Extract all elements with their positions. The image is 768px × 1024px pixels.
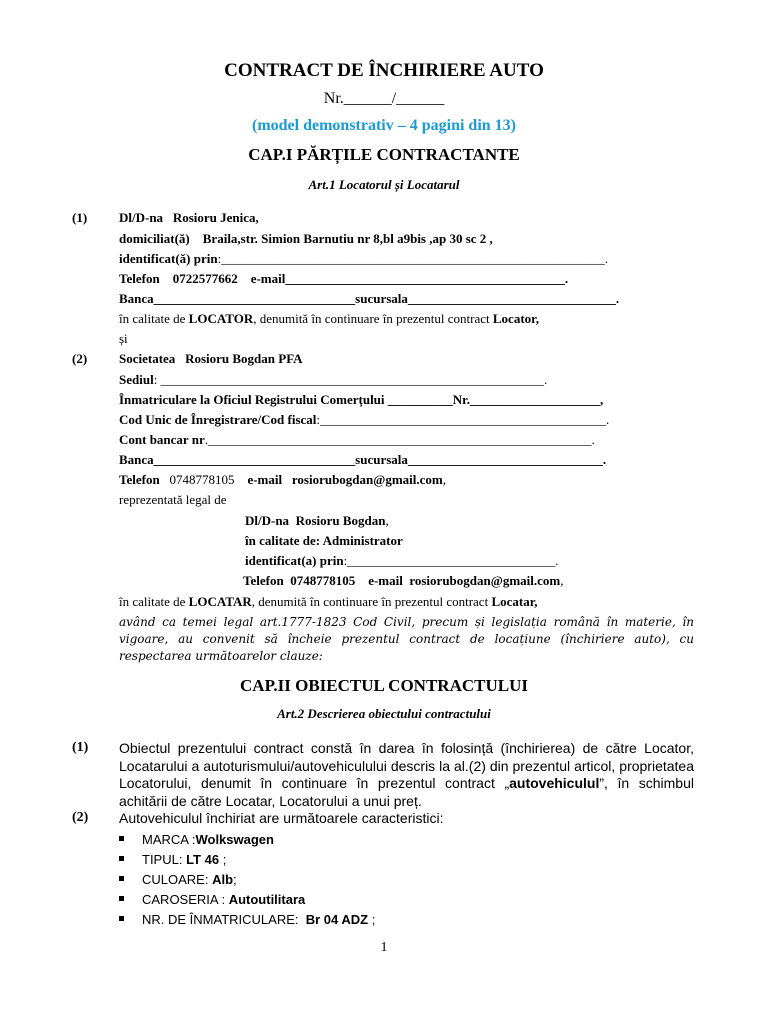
spec-end: ; bbox=[233, 872, 237, 887]
vehicle-spec-item bbox=[119, 872, 237, 887]
spec-value: Br 04 ADZ bbox=[305, 912, 369, 927]
role-mid: , denumită în continuare în prezentul contract bbox=[253, 311, 493, 326]
bullet-icon bbox=[119, 836, 124, 841]
phone-value: 0748778105 bbox=[169, 472, 235, 487]
role-locatar: LOCATAR bbox=[188, 594, 252, 609]
para-1-vehicle-term: autovehiculul bbox=[509, 775, 600, 791]
party-1-id-line bbox=[119, 251, 608, 267]
bank-label: Banca bbox=[119, 452, 154, 467]
spec-end: ; bbox=[368, 912, 376, 927]
address-label: domiciliat(ă) bbox=[119, 231, 190, 246]
party-1-role-line bbox=[119, 311, 539, 327]
representative-intro: reprezentată legal de bbox=[119, 492, 227, 507]
conjunction-si: și bbox=[119, 331, 128, 346]
representative-role-line bbox=[245, 533, 403, 549]
role-end: Locatar, bbox=[491, 594, 538, 609]
email-label: e-mail bbox=[250, 271, 286, 286]
article-2-title: Art.2 Descrierea obiectului contractului bbox=[277, 706, 491, 721]
email-value: ___________________________________________. bbox=[285, 271, 569, 286]
role-prefix: în calitate de bbox=[119, 311, 189, 326]
party-2-phone-line bbox=[119, 472, 446, 488]
spec-label: TIPUL: bbox=[142, 852, 187, 867]
bank-value: _______________________________ bbox=[153, 452, 356, 467]
party-1-number: (1) bbox=[72, 210, 88, 225]
hq-value: : ___________________________________________________________. bbox=[153, 372, 548, 387]
rep-role-label: în calitate de bbox=[245, 533, 316, 548]
spec-label: CAROSERIA : bbox=[142, 892, 229, 907]
address-value: Braila,str. Simion Barnutiu nr 8,bl a9bis ,ap 30 sc 2 , bbox=[202, 231, 493, 246]
party-2-role-line bbox=[119, 594, 538, 610]
bullet-icon bbox=[119, 856, 124, 861]
legal-basis-clause: având ca temei legal art.1777-1823 Cod Civil, precum și legislația română în materie, în vigoare, au convenit să încheie prezentul contract de locațiune (închiriere auto), cu respectarea următoarelor clauze: bbox=[119, 615, 694, 663]
rep-name-label: Dl/D-na bbox=[245, 513, 290, 528]
phone-label: Telefon bbox=[119, 472, 160, 487]
party-2-hq-line bbox=[119, 372, 547, 388]
bank-value: _______________________________ bbox=[153, 291, 356, 306]
rep-name-end: , bbox=[385, 513, 389, 528]
demo-note: (model demonstrativ – 4 pagini din 13) bbox=[251, 117, 516, 134]
vehicle-spec-item bbox=[119, 892, 305, 907]
hq-label: Sediul bbox=[119, 372, 154, 387]
representative-name-line bbox=[245, 513, 389, 529]
name-label: Dl/D-na bbox=[119, 210, 164, 225]
spec-value: Wolkswagen bbox=[195, 832, 274, 847]
id-label: identificat(ă) prin bbox=[119, 251, 218, 266]
page-number: 1 bbox=[380, 940, 388, 955]
vehicle-spec-item bbox=[119, 832, 274, 847]
party-2-number: (2) bbox=[72, 351, 88, 366]
spec-value: Alb bbox=[212, 872, 234, 887]
party-2-company-line bbox=[119, 351, 303, 367]
email-label: e-mail bbox=[247, 472, 283, 487]
rep-id-value: :________________________________. bbox=[343, 553, 559, 568]
vehicle-spec-item bbox=[119, 912, 375, 927]
role-locator: LOCATOR bbox=[188, 311, 254, 326]
role-mid: , denumită în continuare în prezentul contract bbox=[251, 594, 492, 609]
branch-value: ________________________________. bbox=[407, 291, 620, 306]
representative-phone-line bbox=[243, 573, 563, 589]
email-value: rosiorubogdan@gmail.com bbox=[291, 472, 443, 487]
account-label: Cont bancar nr bbox=[119, 432, 205, 447]
rep-phone-email: Telefon 0748778105 e-mail rosiorubogdan@gmail.com bbox=[243, 573, 561, 588]
party-2-bank-line bbox=[119, 452, 606, 468]
party-1-phone-line bbox=[119, 271, 568, 287]
account-value: .___________________________________________________________. bbox=[204, 432, 595, 447]
phone-value: 0722577662 bbox=[172, 271, 238, 286]
para-1-text-a: Obiectul prezentului contract constă în darea în folosință (închirierea) de către Locator, Locatarului a autoturismului/autovehiculului descris la al.(2) din prezentul articol, proprietatea Locatorului, denumit în continuare în prezentul contract „ bbox=[119, 740, 694, 791]
branch-value: ______________________________. bbox=[407, 452, 607, 467]
chapter-1-title: CAP.I PĂRȚILE CONTRACTANTE bbox=[248, 145, 520, 164]
party-1-address-line bbox=[119, 231, 493, 247]
email-end: , bbox=[442, 472, 446, 487]
chapter-2-para-2-number: (2) bbox=[72, 810, 89, 825]
bullet-icon bbox=[119, 876, 124, 881]
document-title: CONTRACT DE ÎNCHIRIERE AUTO bbox=[224, 60, 544, 81]
rep-role-value: : Administrator bbox=[315, 533, 403, 548]
party-2-fiscal-line bbox=[119, 412, 609, 428]
party-1-bank-line bbox=[119, 291, 619, 307]
branch-label: sucursala bbox=[355, 452, 408, 467]
article-1-title: Art.1 Locatorul și Locatarul bbox=[308, 177, 460, 192]
company-value: Rosioru Bogdan PFA bbox=[185, 351, 303, 366]
party-1-name-line bbox=[119, 210, 259, 226]
vehicle-spec-item bbox=[119, 852, 226, 867]
rep-name-value: Rosioru Bogdan bbox=[295, 513, 386, 528]
company-label: Societatea bbox=[119, 351, 176, 366]
party-2-registry-line: Înmatriculare la Oficiul Registrului Comerțului __________Nr.____________________, bbox=[119, 392, 604, 407]
rep-id-label: identificat(a) prin bbox=[245, 553, 344, 568]
id-value: :___________________________________________________________. bbox=[217, 251, 608, 266]
fiscal-label: Cod Unic de Înregistrare/Cod fiscal bbox=[119, 412, 317, 427]
spec-value: LT 46 bbox=[186, 852, 220, 867]
fiscal-value: :____________________________________________. bbox=[316, 412, 610, 427]
chapter-2-para-1 bbox=[119, 740, 694, 810]
bullet-icon bbox=[119, 916, 124, 921]
representative-id-line bbox=[245, 553, 558, 569]
name-value: Rosioru Jenica, bbox=[172, 210, 259, 225]
chapter-2-title: CAP.II OBIECTUL CONTRACTULUI bbox=[240, 676, 528, 695]
rep-phone-end: , bbox=[560, 573, 564, 588]
spec-label: CULOARE: bbox=[142, 872, 213, 887]
bullet-icon bbox=[119, 896, 124, 901]
phone-label: Telefon bbox=[119, 271, 160, 286]
contract-number: Nr.______/______ bbox=[323, 90, 445, 107]
branch-label: sucursala bbox=[355, 291, 408, 306]
spec-end: ; bbox=[219, 852, 227, 867]
spec-label: MARCA : bbox=[142, 832, 196, 847]
party-2-account-line bbox=[119, 432, 595, 448]
spec-value: Autoutilitara bbox=[228, 892, 306, 907]
role-prefix: în calitate de bbox=[119, 594, 189, 609]
bank-label: Banca bbox=[119, 291, 154, 306]
role-end: Locator, bbox=[492, 311, 539, 326]
chapter-2-para-2: Autovehiculul închiriat are următoarele caracteristici: bbox=[119, 810, 444, 826]
spec-label: NR. DE ÎNMATRICULARE: bbox=[142, 912, 306, 927]
chapter-2-para-1-number: (1) bbox=[72, 740, 89, 755]
para-1-text-b: ”, în schimbul achitării de către Locatar, Locatorului a unui preț. bbox=[119, 775, 694, 809]
